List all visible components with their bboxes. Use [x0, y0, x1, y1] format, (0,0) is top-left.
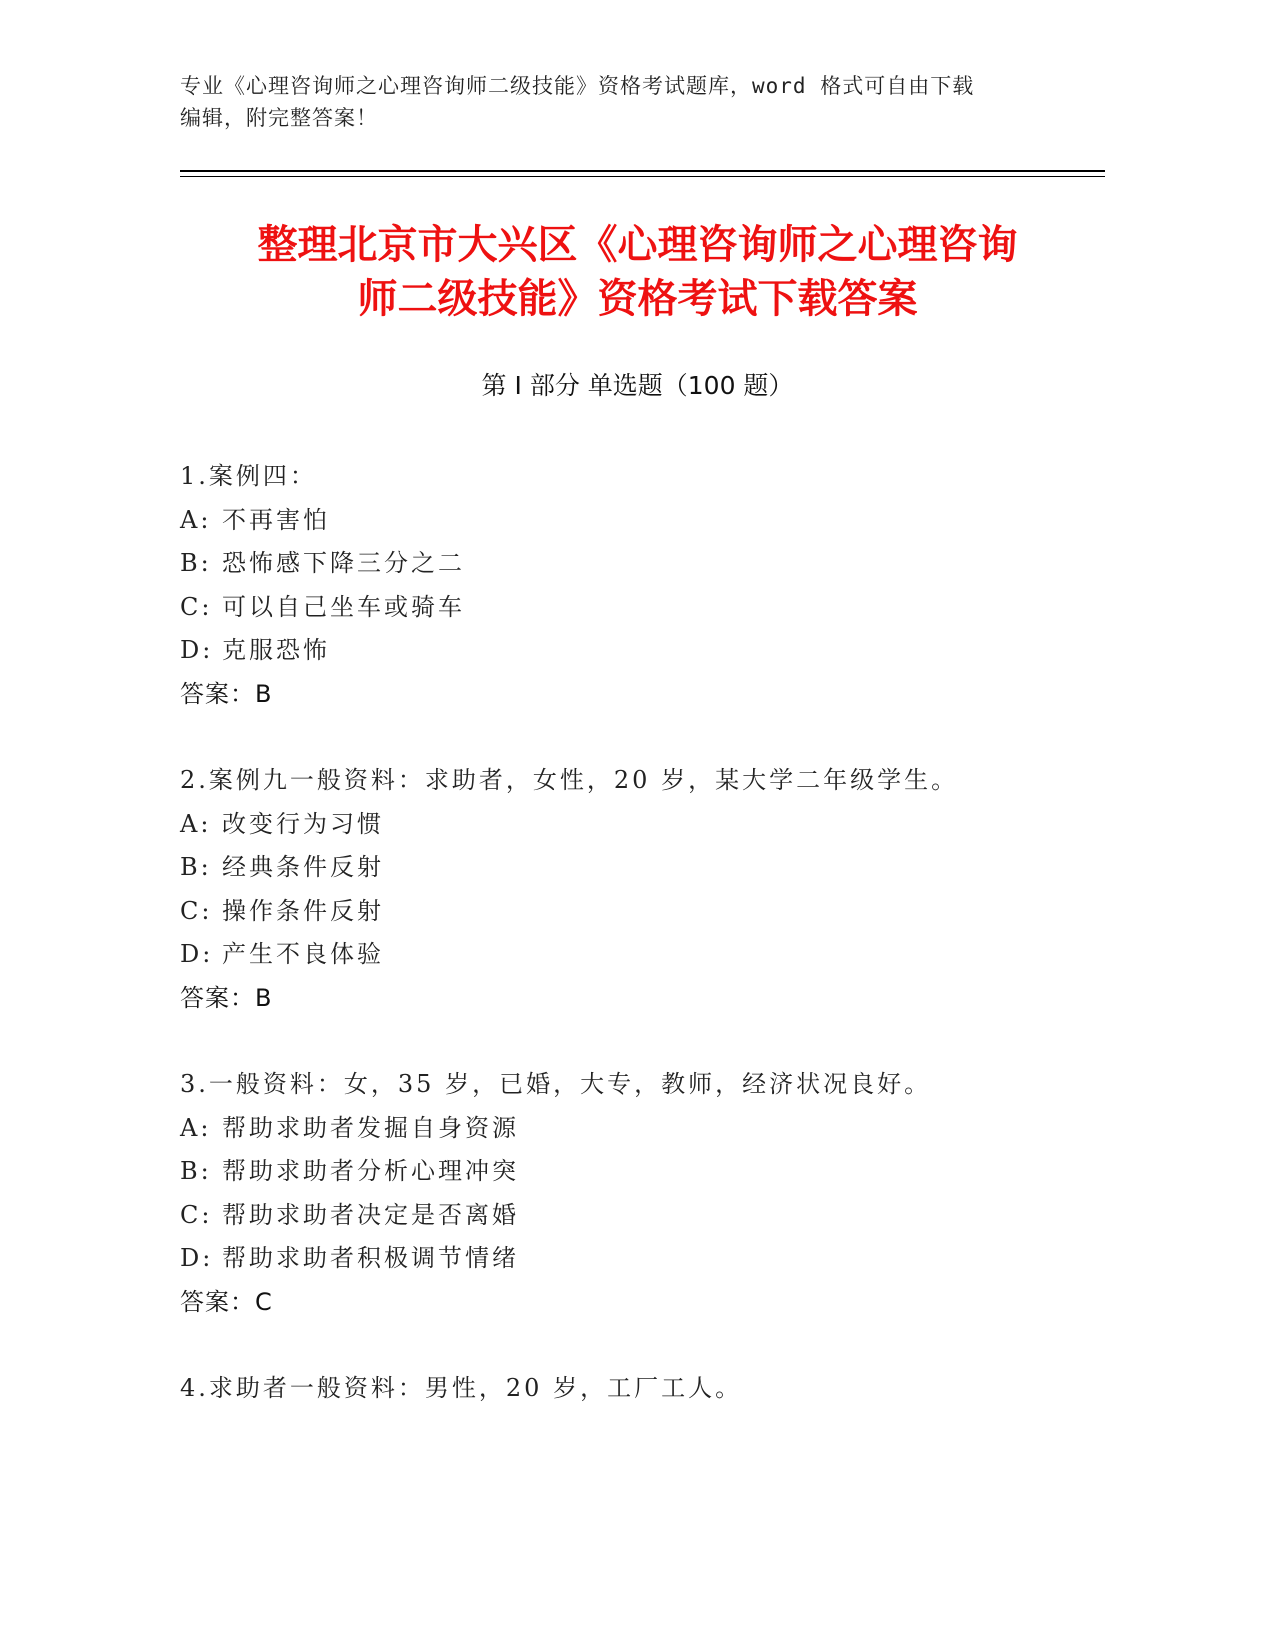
- option-letter: C:: [180, 592, 213, 621]
- option-d: [180, 629, 1100, 673]
- header-divider-thin: [180, 176, 1105, 177]
- option-a: [180, 1107, 1100, 1151]
- option-letter: A:: [180, 1113, 212, 1142]
- header-divider-thick: [180, 170, 1105, 172]
- question-stem: 1.案例四：: [180, 462, 317, 490]
- option-letter: A:: [180, 809, 212, 838]
- option-text: 操作条件反射: [222, 896, 384, 925]
- option-letter: D:: [180, 636, 214, 664]
- option-text: 可以自己坐车或骑车: [222, 592, 465, 621]
- option-letter: C:: [180, 896, 213, 925]
- option-letter: D:: [180, 1244, 214, 1272]
- option-c: [180, 1194, 1100, 1238]
- question-3: [180, 1063, 1100, 1324]
- option-letter: B:: [180, 853, 212, 881]
- option-text: 帮助求助者决定是否离婚: [222, 1200, 519, 1229]
- section-title: 第 I 部分 单选题（100 题）: [481, 371, 794, 400]
- document-title: [150, 218, 1125, 326]
- option-text: 不再害怕: [222, 505, 330, 534]
- option-text: 恐怖感下降三分之二: [222, 549, 465, 577]
- question-stem: 4.求助者一般资料：男性，20 岁，工厂工人。: [180, 1374, 743, 1402]
- option-letter: B:: [180, 549, 212, 577]
- question-stem: 3.一般资料：女，35 岁，已婚，大专，教师，经济状况良好。: [180, 1070, 932, 1098]
- option-text: 克服恐怖: [222, 636, 330, 664]
- question-list: [180, 455, 1100, 1454]
- option-b: [180, 846, 1100, 890]
- option-d: [180, 933, 1100, 977]
- option-b: [180, 1150, 1100, 1194]
- option-c: [180, 586, 1100, 630]
- option-text: 帮助求助者发掘自身资源: [222, 1113, 519, 1142]
- option-d: [180, 1237, 1100, 1281]
- option-text: 帮助求助者积极调节情绪: [222, 1244, 519, 1272]
- question-stem: 2.案例九一般资料：求助者，女性，20 岁，某大学二年级学生。: [180, 766, 959, 794]
- option-b: [180, 542, 1100, 586]
- question-2: [180, 759, 1100, 1020]
- document-title-line-1: 整理北京市大兴区《心理咨询师之心理咨询: [257, 222, 1018, 268]
- option-letter: D:: [180, 940, 214, 968]
- option-a: [180, 499, 1100, 543]
- option-letter: C:: [180, 1200, 213, 1229]
- answer: 答案：B: [180, 679, 273, 708]
- header-note-line-1: 专业《心理咨询师之心理咨询师二级技能》资格考试题库，word 格式可自由下载: [180, 74, 975, 98]
- option-text: 产生不良体验: [222, 940, 384, 968]
- option-text: 帮助求助者分析心理冲突: [222, 1157, 519, 1185]
- answer: 答案：B: [180, 983, 273, 1012]
- option-letter: B:: [180, 1157, 212, 1185]
- option-text: 经典条件反射: [222, 853, 384, 881]
- document-title-line-2: 师二级技能》资格考试下载答案: [357, 276, 918, 322]
- answer: 答案：C: [180, 1287, 273, 1316]
- header-note: [180, 70, 1080, 134]
- option-letter: A:: [180, 505, 212, 534]
- option-text: 改变行为习惯: [222, 809, 384, 838]
- question-4: [180, 1367, 1100, 1411]
- header-note-line-2: 编辑，附完整答案！: [180, 106, 378, 130]
- option-c: [180, 890, 1100, 934]
- option-a: [180, 803, 1100, 847]
- question-1: [180, 455, 1100, 716]
